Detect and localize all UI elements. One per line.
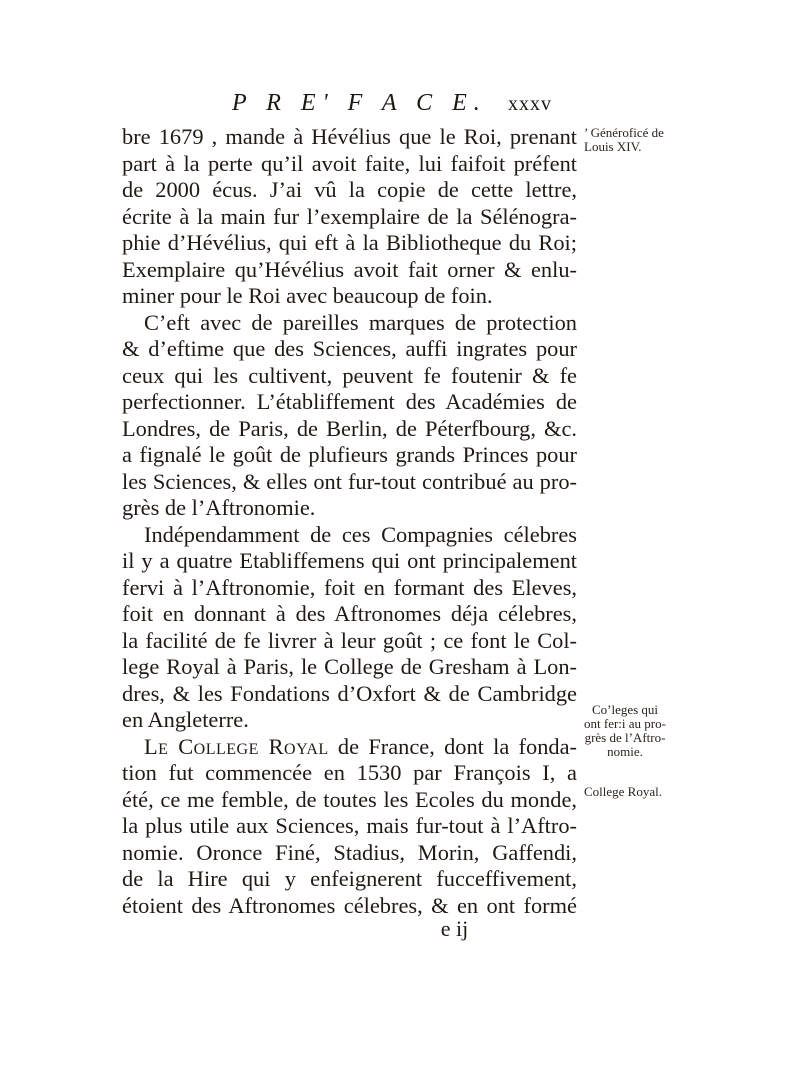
margin-note-line: Louis XIV. (584, 139, 642, 154)
text-line: été, ce me femble, de toutes les Ecoles du monde, (122, 786, 577, 812)
text-line: a fignalé le goût de plufieurs grands Princes pour (122, 442, 577, 467)
margin-note-line: nomie. (607, 744, 643, 759)
text-line: la facilité de fe livrer à leur goût ; ce font le Col- (122, 627, 577, 653)
margin-note-line: grès de l’Aftro- (584, 730, 666, 745)
margin-note-colleges (584, 703, 666, 759)
margin-note-college-royal (584, 785, 794, 799)
text-line: en Angleterre. (122, 707, 249, 732)
text-line-rest: de France, dont la fonda- (328, 733, 577, 759)
text-line: étoient des Aftronomes célebres, & en ont formé (122, 892, 577, 918)
body-text (122, 124, 577, 919)
text-line: phie d’Hévélius, qui eft à la Bibliotheque du Roi; (122, 230, 577, 255)
signature-mark: e ij (440, 916, 469, 941)
text-line: lege Royal à Paris, le College de Gresham à Lon- (122, 654, 577, 679)
running-title: P R E' F A C E. (232, 90, 487, 116)
text-line: tion fut commencée en 1530 par François I, a (122, 760, 577, 785)
page-number: xxxv (508, 93, 552, 115)
text-line: nomie. Oronce Finé, Stadius, Morin, Gaffendi, (122, 839, 577, 865)
text-line: dres, & les Fondations d’Oxfort & de Cambridge (122, 680, 577, 706)
text-line: la plus utile aux Sciences, mais fur-tout à l’Aftro- (122, 813, 577, 838)
text-line: & d’eftime que des Sciences, auffi ingrates pour (122, 336, 577, 361)
text-line: C’eft avec de pareilles marques de protection (144, 309, 577, 335)
text-line: Exemplaire qu’Hévélius avoit fait orner & enlu- (122, 256, 577, 282)
page-header (0, 90, 801, 122)
margin-note-generosite (584, 126, 794, 154)
text-line: de 2000 écus. J’ai vû la copie de cette lettre, (122, 177, 577, 202)
text-line (122, 734, 577, 761)
margin-note-line: College Royal. (584, 784, 662, 799)
margin-note-line: ont fer:i au pro- (584, 716, 666, 731)
text-line: part à la perte qu’il avoit faite, lui faifoit préfent (122, 150, 577, 176)
text-line: perfectionner. L’établiffement des Académies de (122, 389, 577, 414)
text-line: il y a quatre Etabliffemens qui ont principalement (122, 548, 577, 573)
text-line: Londres, de Paris, de Berlin, de Péterfbourg, &c. (122, 415, 577, 441)
margin-note-line: ’ Généroficé de (584, 125, 664, 140)
text-line: ceux qui les cultivent, peuvent fe foutenir & fe (122, 362, 577, 388)
text-line: bre 1679 , mande à Hévélius que le Roi, prenant (122, 124, 577, 149)
text-line: les Sciences, & elles ont fur-tout contribué au pro- (122, 468, 577, 494)
margin-note-line: Co’leges qui (591, 702, 659, 717)
college-royal-heading: Le College Royal (144, 733, 329, 759)
text-line: foit en donnant à des Aftronomes déja célebres, (122, 601, 577, 626)
text-line: grès de l’Aftronomie. (122, 495, 316, 520)
text-line: écrite à la main fur l’exemplaire de la Sélénogra- (122, 203, 577, 229)
text-line: fervi à l’Aftronomie, foit en formant des Eleves, (122, 574, 577, 600)
text-line: Indépendamment de ces Compagnies célebres (144, 521, 577, 547)
text-line: de la Hire qui y enfeignerent fucceffivement, (122, 866, 577, 891)
text-line: miner pour le Roi avec beaucoup de foin. (122, 283, 493, 308)
